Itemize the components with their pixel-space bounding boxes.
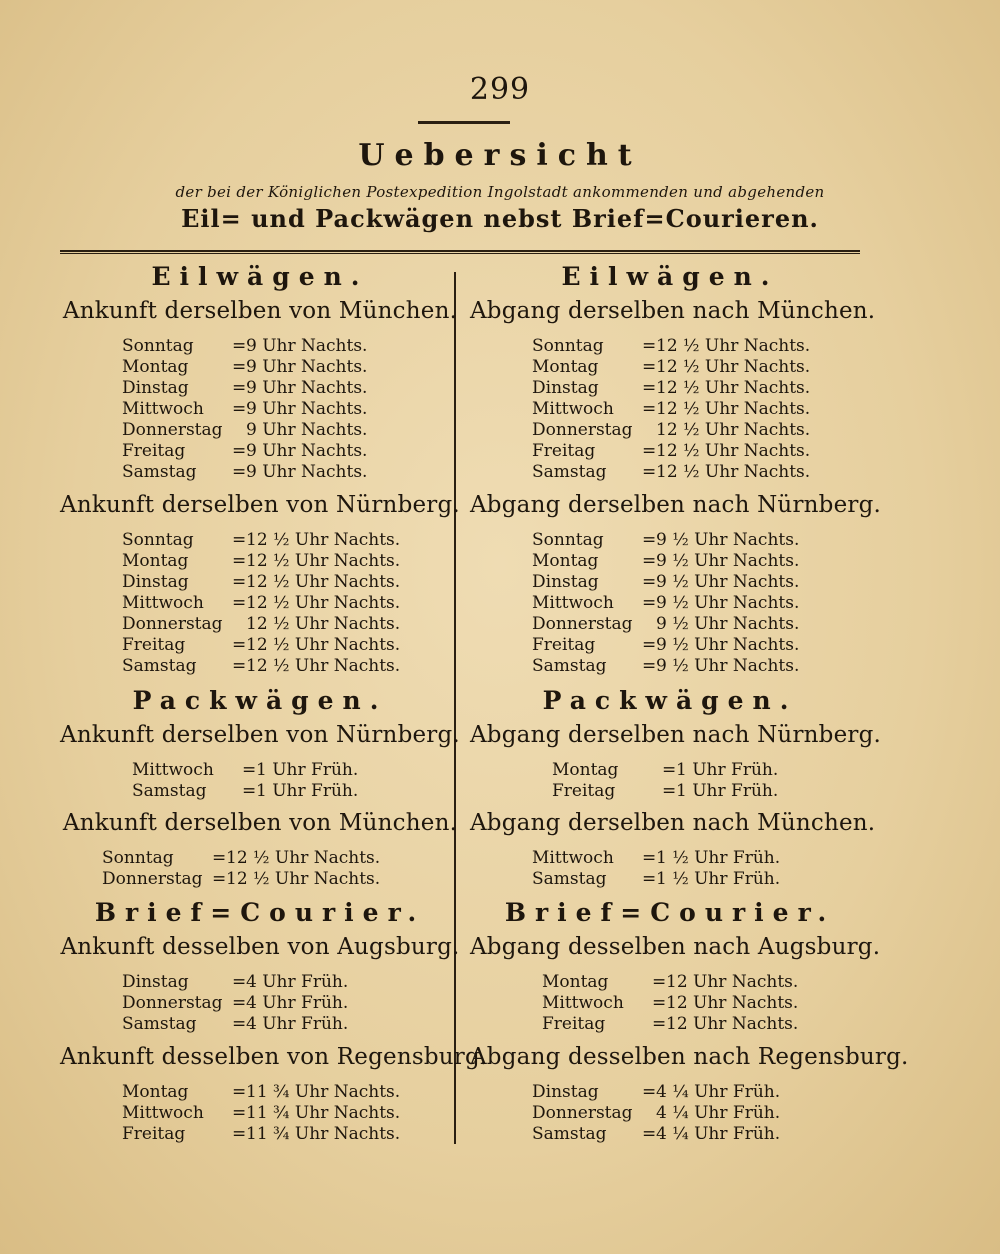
schedule-row — [532, 656, 799, 676]
group-heading: Ankunft derselben von Nürnberg. — [60, 722, 460, 748]
page-subtitle: der bei der Königlichen Postexpedition Ingolstadt ankommenden und abgehenden — [175, 183, 825, 201]
page-subtitle-main: Eil= und Packwägen nebst Brief=Courieren. — [181, 204, 819, 233]
group-heading: Abgang derselben nach München. — [470, 810, 876, 836]
schedule-row — [532, 869, 780, 889]
schedule-row — [122, 399, 367, 419]
schedule-row — [122, 1103, 400, 1123]
ditto-mark: = — [642, 551, 657, 571]
day: Mittwoch — [532, 593, 614, 613]
time: 11 ¾ Uhr Nachts. — [246, 1103, 401, 1123]
ditto-mark: = — [662, 760, 677, 780]
ditto-mark: = — [232, 1124, 247, 1144]
day: Montag — [122, 357, 189, 377]
time: 9 Uhr Nachts. — [246, 357, 368, 377]
day: Sonntag — [122, 530, 194, 550]
time: 9 ½ Uhr Nachts. — [656, 635, 800, 655]
ditto-mark: = — [232, 635, 247, 655]
ditto-mark: = — [642, 656, 657, 676]
group-heading: Abgang desselben nach Augsburg. — [470, 934, 881, 960]
schedule-row — [532, 551, 799, 571]
ditto-mark: = — [232, 336, 247, 356]
ditto-mark: = — [642, 336, 657, 356]
schedule-row — [122, 593, 400, 613]
day: Dinstag — [532, 1082, 599, 1102]
time: 9 Uhr Nachts. — [246, 462, 368, 482]
ditto-mark: = — [642, 1124, 657, 1144]
time: 4 Uhr Früh. — [246, 1014, 349, 1034]
schedule-row — [122, 1014, 348, 1034]
time: 12 ½ Uhr Nachts. — [656, 378, 811, 398]
ditto-mark: = — [232, 357, 247, 377]
group-heading: Abgang derselben nach Nürnberg. — [470, 722, 882, 748]
time: 12 ½ Uhr Nachts. — [246, 656, 401, 676]
day: Donnerstag — [532, 614, 633, 634]
ditto-mark: = — [642, 441, 657, 461]
day: Mittwoch — [542, 993, 624, 1013]
schedule-row — [122, 357, 367, 377]
time: 9 Uhr Nachts. — [246, 441, 368, 461]
ditto-mark: = — [642, 635, 657, 655]
ditto-mark: = — [642, 378, 657, 398]
day: Samstag — [122, 462, 197, 482]
group-heading: Abgang derselben nach Nürnberg. — [470, 492, 882, 518]
ditto-mark: = — [212, 869, 227, 889]
time: 4 ¼ Uhr Früh. — [656, 1082, 781, 1102]
time: 12 ½ Uhr Nachts. — [226, 869, 381, 889]
time: 12 ½ Uhr Nachts. — [656, 420, 811, 440]
schedule-row — [532, 635, 799, 655]
ditto-mark: = — [642, 530, 657, 550]
day: Montag — [532, 551, 599, 571]
day: Freitag — [532, 635, 596, 655]
time: 9 ½ Uhr Nachts. — [656, 551, 800, 571]
schedule-row — [532, 614, 799, 634]
time: 1 ½ Uhr Früh. — [656, 848, 781, 868]
time: 1 Uhr Früh. — [256, 781, 359, 801]
day: Donnerstag — [122, 993, 223, 1013]
time: 12 ½ Uhr Nachts. — [656, 357, 811, 377]
time: 12 Uhr Nachts. — [666, 1014, 799, 1034]
schedule-row — [532, 530, 799, 550]
time: 12 Uhr Nachts. — [666, 972, 799, 992]
ditto-mark: = — [232, 462, 247, 482]
ditto-mark: = — [642, 848, 657, 868]
schedule-row — [122, 336, 367, 356]
day: Sonntag — [102, 848, 174, 868]
schedule-row — [122, 420, 367, 440]
schedule-row — [122, 1124, 400, 1144]
time: 9 Uhr Nachts. — [246, 399, 368, 419]
day: Donnerstag — [122, 614, 223, 634]
page-number: 299 — [469, 72, 531, 107]
ditto-mark: = — [232, 993, 247, 1013]
schedule-row — [542, 972, 798, 992]
time: 9 ½ Uhr Nachts. — [656, 593, 800, 613]
time: 9 Uhr Nachts. — [246, 420, 368, 440]
time: 12 ½ Uhr Nachts. — [246, 551, 401, 571]
ditto-mark: = — [642, 572, 657, 592]
time: 12 ½ Uhr Nachts. — [246, 635, 401, 655]
schedule-row — [552, 781, 778, 801]
group-heading: Ankunft desselben von Augsburg. — [60, 934, 460, 960]
time: 12 ½ Uhr Nachts. — [656, 441, 811, 461]
day: Mittwoch — [532, 399, 614, 419]
day: Mittwoch — [122, 593, 204, 613]
ditto-mark: = — [242, 781, 257, 801]
day: Freitag — [122, 441, 186, 461]
ditto-mark: = — [642, 869, 657, 889]
day: Mittwoch — [132, 760, 214, 780]
schedule-row — [532, 1103, 780, 1123]
schedule-row — [122, 441, 367, 461]
day: Freitag — [532, 441, 596, 461]
time: 9 ½ Uhr Nachts. — [656, 530, 800, 550]
time: 4 Uhr Früh. — [246, 993, 349, 1013]
time: 12 ½ Uhr Nachts. — [246, 614, 401, 634]
day: Dinstag — [122, 972, 189, 992]
schedule-row — [122, 614, 400, 634]
schedule-row — [122, 530, 400, 550]
ditto-mark: = — [232, 378, 247, 398]
day: Montag — [532, 357, 599, 377]
page-title: Uebersicht — [358, 138, 642, 173]
day: Samstag — [132, 781, 207, 801]
day: Freitag — [542, 1014, 606, 1034]
time: 12 ½ Uhr Nachts. — [656, 399, 811, 419]
ditto-mark: = — [232, 1103, 247, 1123]
day: Donnerstag — [122, 420, 223, 440]
day: Sonntag — [532, 530, 604, 550]
section-title-brief-courier: Brief=Courier. — [94, 898, 426, 927]
day: Montag — [542, 972, 609, 992]
day: Mittwoch — [532, 848, 614, 868]
day: Montag — [552, 760, 619, 780]
section-title-eilwaegen: Eilwägen. — [151, 262, 369, 291]
ditto-mark: = — [642, 399, 657, 419]
schedule-row — [532, 1082, 780, 1102]
ditto-mark: = — [642, 357, 657, 377]
schedule-row — [532, 420, 810, 440]
time: 4 ¼ Uhr Früh. — [656, 1103, 781, 1123]
day: Samstag — [532, 462, 607, 482]
time: 9 ½ Uhr Nachts. — [656, 656, 800, 676]
section-title-packwaegen: Packwägen. — [132, 686, 388, 715]
schedule-row — [122, 656, 400, 676]
schedule-row — [532, 572, 799, 592]
schedule-row — [122, 378, 367, 398]
time: 4 ¼ Uhr Früh. — [656, 1124, 781, 1144]
day: Dinstag — [122, 572, 189, 592]
day: Samstag — [532, 656, 607, 676]
schedule-row — [122, 551, 400, 571]
day: Mittwoch — [122, 1103, 204, 1123]
ditto-mark: = — [662, 781, 677, 801]
schedule-row — [102, 848, 380, 868]
day: Samstag — [122, 656, 197, 676]
schedule-row — [532, 399, 810, 419]
day: Sonntag — [532, 336, 604, 356]
group-heading: Ankunft derselben von München. — [62, 810, 458, 836]
ditto-mark: = — [232, 972, 247, 992]
day: Donnerstag — [532, 420, 633, 440]
day: Donnerstag — [102, 869, 203, 889]
time: 12 ½ Uhr Nachts. — [246, 572, 401, 592]
time: 1 Uhr Früh. — [676, 781, 779, 801]
header-rule — [60, 250, 860, 254]
ditto-mark: = — [232, 441, 247, 461]
schedule-row — [532, 462, 810, 482]
ditto-mark: = — [232, 1014, 247, 1034]
ditto-mark: = — [232, 530, 247, 550]
ditto-mark: = — [642, 593, 657, 613]
schedule-row — [542, 1014, 798, 1034]
time: 12 ½ Uhr Nachts. — [226, 848, 381, 868]
group-heading: Ankunft desselben von Regensburg. — [60, 1044, 488, 1070]
day: Freitag — [552, 781, 616, 801]
day: Samstag — [532, 1124, 607, 1144]
schedule-row — [532, 336, 810, 356]
day: Freitag — [122, 1124, 186, 1144]
schedule-row — [542, 993, 798, 1013]
ditto-mark: = — [232, 572, 247, 592]
schedule-row — [122, 972, 348, 992]
group-heading: Ankunft derselben von München. — [62, 298, 458, 324]
ditto-mark: = — [652, 993, 667, 1013]
schedule-row — [532, 357, 810, 377]
ditto-mark: = — [232, 551, 247, 571]
day: Donnerstag — [532, 1103, 633, 1123]
ditto-mark: = — [232, 656, 247, 676]
time: 11 ¾ Uhr Nachts. — [246, 1124, 401, 1144]
day: Montag — [122, 1082, 189, 1102]
section-title-brief-courier: Brief=Courier. — [504, 898, 836, 927]
day: Samstag — [122, 1014, 197, 1034]
section-title-eilwaegen: Eilwägen. — [561, 262, 779, 291]
ditto-mark: = — [642, 1082, 657, 1102]
day: Mittwoch — [122, 399, 204, 419]
group-heading: Abgang derselben nach München. — [470, 298, 876, 324]
day: Dinstag — [532, 378, 599, 398]
time: 9 Uhr Nachts. — [246, 378, 368, 398]
day: Montag — [122, 551, 189, 571]
schedule-row — [122, 993, 348, 1013]
schedule-row — [122, 572, 400, 592]
day: Sonntag — [122, 336, 194, 356]
schedule-row — [532, 1124, 780, 1144]
ditto-mark: = — [642, 462, 657, 482]
section-title-packwaegen: Packwägen. — [542, 686, 798, 715]
time: 9 ½ Uhr Nachts. — [656, 572, 800, 592]
group-heading: Abgang desselben nach Regensburg. — [470, 1044, 909, 1070]
schedule-row — [532, 848, 780, 868]
ditto-mark: = — [232, 399, 247, 419]
time: 4 Uhr Früh. — [246, 972, 349, 992]
time: 12 ½ Uhr Nachts. — [246, 593, 401, 613]
group-heading: Ankunft derselben von Nürnberg. — [60, 492, 460, 518]
schedule-row — [102, 869, 380, 889]
time: 9 Uhr Nachts. — [246, 336, 368, 356]
ditto-mark: = — [212, 848, 227, 868]
schedule-row — [532, 378, 810, 398]
time: 12 ½ Uhr Nachts. — [246, 530, 401, 550]
day: Dinstag — [532, 572, 599, 592]
day: Dinstag — [122, 378, 189, 398]
ditto-mark: = — [652, 972, 667, 992]
ditto-mark: = — [232, 1082, 247, 1102]
day: Freitag — [122, 635, 186, 655]
schedule-row — [122, 1082, 400, 1102]
ditto-mark: = — [652, 1014, 667, 1034]
schedule-row — [122, 462, 367, 482]
time: 9 ½ Uhr Nachts. — [656, 614, 800, 634]
day: Samstag — [532, 869, 607, 889]
time: 12 ½ Uhr Nachts. — [656, 462, 811, 482]
time: 12 Uhr Nachts. — [666, 993, 799, 1013]
time: 1 ½ Uhr Früh. — [656, 869, 781, 889]
ditto-mark: = — [242, 760, 257, 780]
ditto-mark: = — [232, 593, 247, 613]
schedule-row — [122, 635, 400, 655]
schedule-row — [132, 781, 358, 801]
time: 1 Uhr Früh. — [676, 760, 779, 780]
time: 11 ¾ Uhr Nachts. — [246, 1082, 401, 1102]
time: 12 ½ Uhr Nachts. — [656, 336, 811, 356]
short-rule — [418, 121, 510, 124]
schedule-row — [132, 760, 358, 780]
time: 1 Uhr Früh. — [256, 760, 359, 780]
schedule-row — [532, 441, 810, 461]
schedule-row — [552, 760, 778, 780]
schedule-row — [532, 593, 799, 613]
